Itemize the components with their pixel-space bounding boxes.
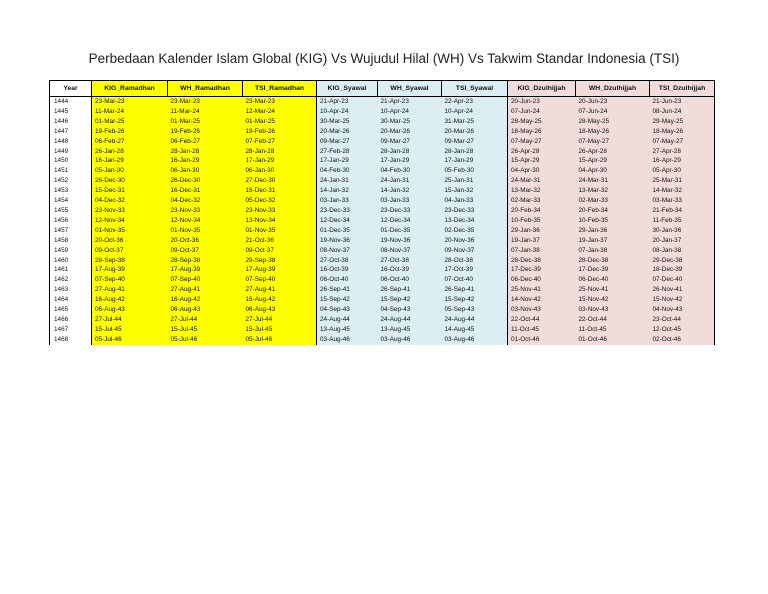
- cell-kig-dzulhijjah: 10-Feb-35: [508, 216, 576, 226]
- cell-year: 1461: [50, 265, 92, 275]
- table-row: [50, 166, 715, 176]
- table-row: [50, 127, 715, 137]
- cell-tsi-dzulhijjah: 23-Oct-44: [650, 315, 715, 325]
- cell-wh-dzulhijjah: 01-Oct-46: [576, 335, 650, 345]
- header-wh-syawal: WH_Syawal: [378, 81, 442, 97]
- cell-kig-ramadhan: 17-Aug-39: [92, 265, 168, 275]
- cell-tsi-ramadhan: 07-Sep-40: [243, 275, 317, 285]
- cell-wh-ramadhan: 27-Jul-44: [168, 315, 243, 325]
- cell-tsi-dzulhijjah: 11-Feb-35: [650, 216, 715, 226]
- cell-wh-ramadhan: 23-Nov-33: [168, 206, 243, 216]
- cell-kig-ramadhan: 27-Jul-44: [92, 315, 168, 325]
- cell-year: 1448: [50, 137, 92, 147]
- cell-tsi-ramadhan: 27-Dec-30: [243, 176, 317, 186]
- header-tsi-dzulhijjah: TSI_Dzulhijjah: [650, 81, 715, 97]
- cell-kig-syawal: 30-Mar-25: [317, 117, 378, 127]
- cell-wh-dzulhijjah: 26-Apr-28: [576, 147, 650, 157]
- cell-tsi-dzulhijjah: 25-Mar-31: [650, 176, 715, 186]
- cell-wh-syawal: 24-Jan-31: [378, 176, 442, 186]
- cell-tsi-ramadhan: 15-Jul-45: [243, 325, 317, 335]
- cell-wh-syawal: 17-Jan-29: [378, 156, 442, 166]
- cell-tsi-ramadhan: 12-Mar-24: [243, 107, 317, 117]
- cell-tsi-dzulhijjah: 02-Oct-46: [650, 335, 715, 345]
- cell-kig-syawal: 26-Sep-41: [317, 285, 378, 295]
- cell-wh-ramadhan: 05-Jul-46: [168, 335, 243, 345]
- cell-wh-dzulhijjah: 25-Nov-41: [576, 285, 650, 295]
- cell-kig-dzulhijjah: 18-May-26: [508, 127, 576, 137]
- cell-wh-ramadhan: 12-Nov-34: [168, 216, 243, 226]
- cell-tsi-ramadhan: 29-Sep-38: [243, 256, 317, 266]
- cell-wh-ramadhan: 16-Dec-31: [168, 186, 243, 196]
- cell-kig-dzulhijjah: 29-Jan-36: [508, 226, 576, 236]
- cell-year: 1450: [50, 156, 92, 166]
- cell-tsi-ramadhan: 27-Aug-41: [243, 285, 317, 295]
- cell-kig-ramadhan: 26-Dec-30: [92, 176, 168, 186]
- cell-wh-ramadhan: 16-Jan-29: [168, 156, 243, 166]
- cell-kig-dzulhijjah: 19-Jan-37: [508, 236, 576, 246]
- cell-kig-dzulhijjah: 26-Apr-28: [508, 147, 576, 157]
- cell-wh-syawal: 09-Mar-27: [378, 137, 442, 147]
- cell-tsi-syawal: 07-Oct-40: [442, 275, 508, 285]
- cell-tsi-ramadhan: 01-Nov-35: [243, 226, 317, 236]
- cell-kig-syawal: 20-Mar-26: [317, 127, 378, 137]
- cell-tsi-syawal: 28-Jan-28: [442, 147, 508, 157]
- table-row: [50, 236, 715, 246]
- header-year: Year: [50, 81, 92, 97]
- cell-wh-syawal: 19-Nov-36: [378, 236, 442, 246]
- cell-kig-ramadhan: 09-Oct-37: [92, 246, 168, 256]
- cell-tsi-ramadhan: 27-Jul-44: [243, 315, 317, 325]
- cell-wh-ramadhan: 06-Jan-30: [168, 166, 243, 176]
- cell-wh-dzulhijjah: 13-Mar-32: [576, 186, 650, 196]
- cell-kig-ramadhan: 01-Mar-25: [92, 117, 168, 127]
- cell-wh-ramadhan: 04-Dec-32: [168, 196, 243, 206]
- cell-tsi-syawal: 09-Nov-37: [442, 246, 508, 256]
- table-row: [50, 147, 715, 157]
- cell-wh-dzulhijjah: 20-Feb-34: [576, 206, 650, 216]
- cell-kig-ramadhan: 05-Jan-30: [92, 166, 168, 176]
- cell-wh-dzulhijjah: 28-Dec-38: [576, 256, 650, 266]
- cell-wh-ramadhan: 16-Aug-42: [168, 295, 243, 305]
- cell-tsi-dzulhijjah: 27-Apr-28: [650, 147, 715, 157]
- cell-kig-ramadhan: 23-Mar-23: [92, 97, 168, 107]
- cell-tsi-syawal: 22-Apr-23: [442, 97, 508, 107]
- cell-tsi-dzulhijjah: 30-Jan-36: [650, 226, 715, 236]
- cell-kig-syawal: 13-Aug-45: [317, 325, 378, 335]
- cell-tsi-dzulhijjah: 08-Jan-38: [650, 246, 715, 256]
- cell-tsi-ramadhan: 05-Dec-32: [243, 196, 317, 206]
- cell-kig-syawal: 03-Jan-33: [317, 196, 378, 206]
- table-row: [50, 186, 715, 196]
- cell-tsi-ramadhan: 16-Aug-42: [243, 295, 317, 305]
- cell-tsi-syawal: 10-Apr-24: [442, 107, 508, 117]
- cell-kig-syawal: 15-Sep-42: [317, 295, 378, 305]
- cell-kig-ramadhan: 12-Nov-34: [92, 216, 168, 226]
- cell-tsi-dzulhijjah: 26-Nov-41: [650, 285, 715, 295]
- cell-wh-dzulhijjah: 03-Nov-43: [576, 305, 650, 315]
- cell-kig-ramadhan: 16-Jan-29: [92, 156, 168, 166]
- cell-kig-dzulhijjah: 04-Apr-30: [508, 166, 576, 176]
- cell-wh-syawal: 03-Aug-46: [378, 335, 442, 345]
- table-row: [50, 97, 715, 107]
- cell-kig-dzulhijjah: 20-Jun-23: [508, 97, 576, 107]
- table-row: [50, 117, 715, 127]
- cell-year: 1444: [50, 97, 92, 107]
- cell-wh-ramadhan: 23-Mar-23: [168, 97, 243, 107]
- cell-kig-syawal: 21-Apr-23: [317, 97, 378, 107]
- cell-kig-ramadhan: 19-Feb-26: [92, 127, 168, 137]
- cell-wh-syawal: 12-Dec-34: [378, 216, 442, 226]
- cell-tsi-syawal: 17-Jan-29: [442, 156, 508, 166]
- cell-kig-dzulhijjah: 01-Oct-46: [508, 335, 576, 345]
- cell-year: 1449: [50, 147, 92, 157]
- cell-kig-dzulhijjah: 20-Feb-34: [508, 206, 576, 216]
- cell-year: 1454: [50, 196, 92, 206]
- cell-wh-ramadhan: 09-Oct-37: [168, 246, 243, 256]
- cell-tsi-ramadhan: 23-Nov-33: [243, 206, 317, 216]
- cell-tsi-syawal: 05-Sep-43: [442, 305, 508, 315]
- cell-year: 1457: [50, 226, 92, 236]
- table-row: [50, 176, 715, 186]
- cell-wh-ramadhan: 11-Mar-24: [168, 107, 243, 117]
- cell-kig-syawal: 24-Aug-44: [317, 315, 378, 325]
- cell-wh-ramadhan: 19-Feb-26: [168, 127, 243, 137]
- cell-wh-dzulhijjah: 07-Jan-38: [576, 246, 650, 256]
- header-row: [50, 81, 715, 97]
- cell-wh-ramadhan: 20-Oct-36: [168, 236, 243, 246]
- calendar-table: [49, 80, 715, 345]
- cell-wh-syawal: 06-Oct-40: [378, 275, 442, 285]
- cell-wh-ramadhan: 15-Jul-45: [168, 325, 243, 335]
- cell-tsi-ramadhan: 13-Nov-34: [243, 216, 317, 226]
- cell-kig-syawal: 23-Dec-33: [317, 206, 378, 216]
- cell-tsi-dzulhijjah: 18-Dec-39: [650, 265, 715, 275]
- cell-tsi-syawal: 26-Sep-41: [442, 285, 508, 295]
- table-row: [50, 206, 715, 216]
- cell-wh-ramadhan: 01-Mar-25: [168, 117, 243, 127]
- cell-year: 1456: [50, 216, 92, 226]
- table-row: [50, 107, 715, 117]
- cell-wh-syawal: 10-Apr-24: [378, 107, 442, 117]
- cell-tsi-syawal: 31-Mar-25: [442, 117, 508, 127]
- cell-kig-dzulhijjah: 07-May-27: [508, 137, 576, 147]
- cell-tsi-dzulhijjah: 18-May-26: [650, 127, 715, 137]
- cell-tsi-ramadhan: 19-Feb-26: [243, 127, 317, 137]
- cell-kig-syawal: 04-Sep-43: [317, 305, 378, 315]
- cell-year: 1452: [50, 176, 92, 186]
- cell-wh-syawal: 20-Mar-26: [378, 127, 442, 137]
- cell-tsi-dzulhijjah: 03-Mar-33: [650, 196, 715, 206]
- cell-wh-dzulhijjah: 04-Apr-30: [576, 166, 650, 176]
- header-tsi-ramadhan: TSI_Ramadhan: [243, 81, 317, 97]
- cell-wh-syawal: 27-Oct-38: [378, 256, 442, 266]
- cell-kig-ramadhan: 11-Mar-24: [92, 107, 168, 117]
- cell-wh-syawal: 15-Sep-42: [378, 295, 442, 305]
- cell-tsi-syawal: 14-Aug-45: [442, 325, 508, 335]
- cell-wh-dzulhijjah: 15-Nov-42: [576, 295, 650, 305]
- cell-kig-dzulhijjah: 11-Oct-45: [508, 325, 576, 335]
- cell-kig-ramadhan: 26-Jan-28: [92, 147, 168, 157]
- cell-wh-syawal: 28-Jan-28: [378, 147, 442, 157]
- cell-kig-dzulhijjah: 03-Nov-43: [508, 305, 576, 315]
- cell-tsi-dzulhijjah: 29-May-25: [650, 117, 715, 127]
- cell-kig-syawal: 24-Jan-31: [317, 176, 378, 186]
- cell-tsi-dzulhijjah: 07-Dec-40: [650, 275, 715, 285]
- cell-kig-dzulhijjah: 24-Mar-31: [508, 176, 576, 186]
- cell-wh-syawal: 16-Oct-39: [378, 265, 442, 275]
- cell-kig-dzulhijjah: 28-Dec-38: [508, 256, 576, 266]
- cell-tsi-ramadhan: 01-Mar-25: [243, 117, 317, 127]
- cell-kig-ramadhan: 07-Sep-40: [92, 275, 168, 285]
- cell-kig-dzulhijjah: 28-May-25: [508, 117, 576, 127]
- cell-tsi-dzulhijjah: 21-Feb-34: [650, 206, 715, 216]
- cell-tsi-ramadhan: 09-Oct-37: [243, 246, 317, 256]
- cell-tsi-syawal: 15-Jan-32: [442, 186, 508, 196]
- table-row: [50, 216, 715, 226]
- cell-wh-syawal: 03-Jan-33: [378, 196, 442, 206]
- cell-kig-ramadhan: 15-Jul-45: [92, 325, 168, 335]
- cell-kig-ramadhan: 05-Jul-46: [92, 335, 168, 345]
- cell-kig-dzulhijjah: 17-Dec-39: [508, 265, 576, 275]
- cell-tsi-syawal: 09-Mar-27: [442, 137, 508, 147]
- cell-wh-dzulhijjah: 02-Mar-33: [576, 196, 650, 206]
- cell-kig-ramadhan: 06-Aug-43: [92, 305, 168, 315]
- cell-year: 1460: [50, 256, 92, 266]
- cell-year: 1445: [50, 107, 92, 117]
- cell-wh-ramadhan: 06-Aug-43: [168, 305, 243, 315]
- cell-tsi-dzulhijjah: 14-Mar-32: [650, 186, 715, 196]
- cell-tsi-dzulhijjah: 15-Nov-42: [650, 295, 715, 305]
- cell-year: 1467: [50, 325, 92, 335]
- cell-year: 1464: [50, 295, 92, 305]
- cell-tsi-syawal: 23-Dec-33: [442, 206, 508, 216]
- cell-kig-ramadhan: 20-Oct-36: [92, 236, 168, 246]
- cell-tsi-syawal: 04-Jan-33: [442, 196, 508, 206]
- cell-tsi-syawal: 17-Oct-39: [442, 265, 508, 275]
- cell-wh-syawal: 23-Dec-33: [378, 206, 442, 216]
- table-row: [50, 295, 715, 305]
- cell-kig-syawal: 16-Oct-39: [317, 265, 378, 275]
- cell-tsi-ramadhan: 17-Aug-39: [243, 265, 317, 275]
- cell-wh-ramadhan: 26-Dec-30: [168, 176, 243, 186]
- cell-kig-ramadhan: 16-Aug-42: [92, 295, 168, 305]
- cell-wh-syawal: 26-Sep-41: [378, 285, 442, 295]
- header-kig-ramadhan: KIG_Ramadhan: [92, 81, 168, 97]
- cell-kig-ramadhan: 01-Nov-35: [92, 226, 168, 236]
- table-row: [50, 246, 715, 256]
- header-kig-syawal: KIG_Syawal: [317, 81, 378, 97]
- cell-tsi-ramadhan: 28-Jan-28: [243, 147, 317, 157]
- cell-wh-dzulhijjah: 11-Oct-45: [576, 325, 650, 335]
- cell-wh-syawal: 08-Nov-37: [378, 246, 442, 256]
- cell-wh-syawal: 01-Dec-35: [378, 226, 442, 236]
- cell-kig-syawal: 01-Dec-35: [317, 226, 378, 236]
- page-title: Perbedaan Kalender Islam Global (KIG) Vs Wujudul Hilal (WH) Vs Takwim Standar Indonesia (TSI): [88, 51, 680, 66]
- cell-year: 1468: [50, 335, 92, 345]
- table-row: [50, 265, 715, 275]
- cell-wh-dzulhijjah: 15-Apr-29: [576, 156, 650, 166]
- cell-wh-dzulhijjah: 07-Jun-24: [576, 107, 650, 117]
- cell-kig-syawal: 10-Apr-24: [317, 107, 378, 117]
- cell-tsi-ramadhan: 17-Jan-29: [243, 156, 317, 166]
- cell-wh-syawal: 30-Mar-25: [378, 117, 442, 127]
- cell-kig-syawal: 27-Feb-28: [317, 147, 378, 157]
- cell-tsi-dzulhijjah: 08-Jun-24: [650, 107, 715, 117]
- cell-tsi-syawal: 02-Dec-35: [442, 226, 508, 236]
- cell-kig-dzulhijjah: 14-Nov-42: [508, 295, 576, 305]
- cell-kig-syawal: 06-Oct-40: [317, 275, 378, 285]
- cell-wh-ramadhan: 27-Aug-41: [168, 285, 243, 295]
- cell-tsi-ramadhan: 06-Aug-43: [243, 305, 317, 315]
- cell-kig-syawal: 04-Feb-30: [317, 166, 378, 176]
- calendar-body: [50, 97, 715, 345]
- cell-wh-dzulhijjah: 06-Dec-40: [576, 275, 650, 285]
- cell-tsi-syawal: 20-Nov-36: [442, 236, 508, 246]
- table-row: [50, 315, 715, 325]
- cell-kig-syawal: 14-Jan-32: [317, 186, 378, 196]
- cell-year: 1447: [50, 127, 92, 137]
- cell-tsi-ramadhan: 07-Feb-27: [243, 137, 317, 147]
- cell-wh-ramadhan: 01-Nov-35: [168, 226, 243, 236]
- cell-kig-dzulhijjah: 15-Apr-29: [508, 156, 576, 166]
- cell-tsi-dzulhijjah: 07-May-27: [650, 137, 715, 147]
- cell-wh-syawal: 14-Jan-32: [378, 186, 442, 196]
- cell-kig-ramadhan: 06-Feb-27: [92, 137, 168, 147]
- header-tsi-syawal: TSI_Syawal: [442, 81, 508, 97]
- cell-year: 1446: [50, 117, 92, 127]
- cell-kig-dzulhijjah: 13-Mar-32: [508, 186, 576, 196]
- cell-tsi-syawal: 20-Mar-26: [442, 127, 508, 137]
- cell-kig-dzulhijjah: 22-Oct-44: [508, 315, 576, 325]
- cell-tsi-syawal: 03-Aug-46: [442, 335, 508, 345]
- cell-kig-dzulhijjah: 06-Dec-40: [508, 275, 576, 285]
- cell-year: 1463: [50, 285, 92, 295]
- cell-kig-syawal: 27-Oct-38: [317, 256, 378, 266]
- cell-year: 1453: [50, 186, 92, 196]
- header-wh-ramadhan: WH_Ramadhan: [168, 81, 243, 97]
- cell-tsi-syawal: 24-Aug-44: [442, 315, 508, 325]
- cell-kig-dzulhijjah: 07-Jan-38: [508, 246, 576, 256]
- cell-year: 1466: [50, 315, 92, 325]
- table-row: [50, 305, 715, 315]
- cell-tsi-ramadhan: 05-Jul-46: [243, 335, 317, 345]
- cell-kig-ramadhan: 04-Dec-32: [92, 196, 168, 206]
- cell-year: 1465: [50, 305, 92, 315]
- cell-wh-ramadhan: 28-Sep-38: [168, 256, 243, 266]
- table-row: [50, 196, 715, 206]
- cell-wh-ramadhan: 28-Jan-28: [168, 147, 243, 157]
- cell-kig-dzulhijjah: 25-Nov-41: [508, 285, 576, 295]
- cell-tsi-syawal: 13-Dec-34: [442, 216, 508, 226]
- cell-kig-syawal: 03-Aug-46: [317, 335, 378, 345]
- cell-year: 1455: [50, 206, 92, 216]
- cell-wh-dzulhijjah: 19-Jan-37: [576, 236, 650, 246]
- cell-wh-dzulhijjah: 17-Dec-39: [576, 265, 650, 275]
- cell-kig-dzulhijjah: 07-Jun-24: [508, 107, 576, 117]
- table-row: [50, 325, 715, 335]
- cell-tsi-dzulhijjah: 05-Apr-30: [650, 166, 715, 176]
- cell-wh-ramadhan: 17-Aug-39: [168, 265, 243, 275]
- table-row: [50, 137, 715, 147]
- cell-tsi-dzulhijjah: 16-Apr-29: [650, 156, 715, 166]
- cell-year: 1451: [50, 166, 92, 176]
- header-kig-dzulhijjah: KIG_Dzulhijjah: [508, 81, 576, 97]
- cell-tsi-dzulhijjah: 20-Jan-37: [650, 236, 715, 246]
- cell-wh-dzulhijjah: 29-Jan-36: [576, 226, 650, 236]
- cell-tsi-dzulhijjah: 04-Nov-43: [650, 305, 715, 315]
- cell-tsi-ramadhan: 23-Mar-23: [243, 97, 317, 107]
- cell-kig-ramadhan: 23-Nov-33: [92, 206, 168, 216]
- cell-tsi-syawal: 05-Feb-30: [442, 166, 508, 176]
- cell-tsi-dzulhijjah: 12-Oct-45: [650, 325, 715, 335]
- cell-kig-syawal: 19-Nov-36: [317, 236, 378, 246]
- header-wh-dzulhijjah: WH_Dzulhijjah: [576, 81, 650, 97]
- cell-kig-ramadhan: 15-Dec-31: [92, 186, 168, 196]
- cell-kig-syawal: 17-Jan-29: [317, 156, 378, 166]
- cell-tsi-ramadhan: 06-Jan-30: [243, 166, 317, 176]
- cell-year: 1462: [50, 275, 92, 285]
- cell-wh-syawal: 24-Aug-44: [378, 315, 442, 325]
- cell-kig-syawal: 08-Nov-37: [317, 246, 378, 256]
- cell-year: 1458: [50, 236, 92, 246]
- cell-wh-ramadhan: 06-Feb-27: [168, 137, 243, 147]
- cell-tsi-syawal: 15-Sep-42: [442, 295, 508, 305]
- cell-kig-ramadhan: 28-Sep-38: [92, 256, 168, 266]
- cell-wh-syawal: 21-Apr-23: [378, 97, 442, 107]
- cell-tsi-ramadhan: 21-Oct-36: [243, 236, 317, 246]
- cell-tsi-ramadhan: 16-Dec-31: [243, 186, 317, 196]
- table-row: [50, 256, 715, 266]
- cell-wh-dzulhijjah: 20-Jun-23: [576, 97, 650, 107]
- cell-wh-ramadhan: 07-Sep-40: [168, 275, 243, 285]
- table-row: [50, 275, 715, 285]
- cell-wh-dzulhijjah: 18-May-26: [576, 127, 650, 137]
- cell-year: 1459: [50, 246, 92, 256]
- cell-kig-ramadhan: 27-Aug-41: [92, 285, 168, 295]
- cell-kig-syawal: 09-Mar-27: [317, 137, 378, 147]
- cell-wh-dzulhijjah: 07-May-27: [576, 137, 650, 147]
- cell-tsi-syawal: 25-Jan-31: [442, 176, 508, 186]
- cell-wh-syawal: 13-Aug-45: [378, 325, 442, 335]
- cell-wh-dzulhijjah: 22-Oct-44: [576, 315, 650, 325]
- cell-kig-syawal: 12-Dec-34: [317, 216, 378, 226]
- cell-wh-syawal: 04-Feb-30: [378, 166, 442, 176]
- cell-wh-dzulhijjah: 10-Feb-35: [576, 216, 650, 226]
- cell-wh-dzulhijjah: 28-May-25: [576, 117, 650, 127]
- cell-wh-dzulhijjah: 24-Mar-31: [576, 176, 650, 186]
- table-row: [50, 335, 715, 345]
- table-row: [50, 156, 715, 166]
- cell-kig-dzulhijjah: 02-Mar-33: [508, 196, 576, 206]
- table-row: [50, 285, 715, 295]
- cell-tsi-dzulhijjah: 21-Jun-23: [650, 97, 715, 107]
- cell-tsi-dzulhijjah: 29-Dec-38: [650, 256, 715, 266]
- cell-tsi-syawal: 28-Oct-38: [442, 256, 508, 266]
- cell-wh-syawal: 04-Sep-43: [378, 305, 442, 315]
- table-row: [50, 226, 715, 236]
